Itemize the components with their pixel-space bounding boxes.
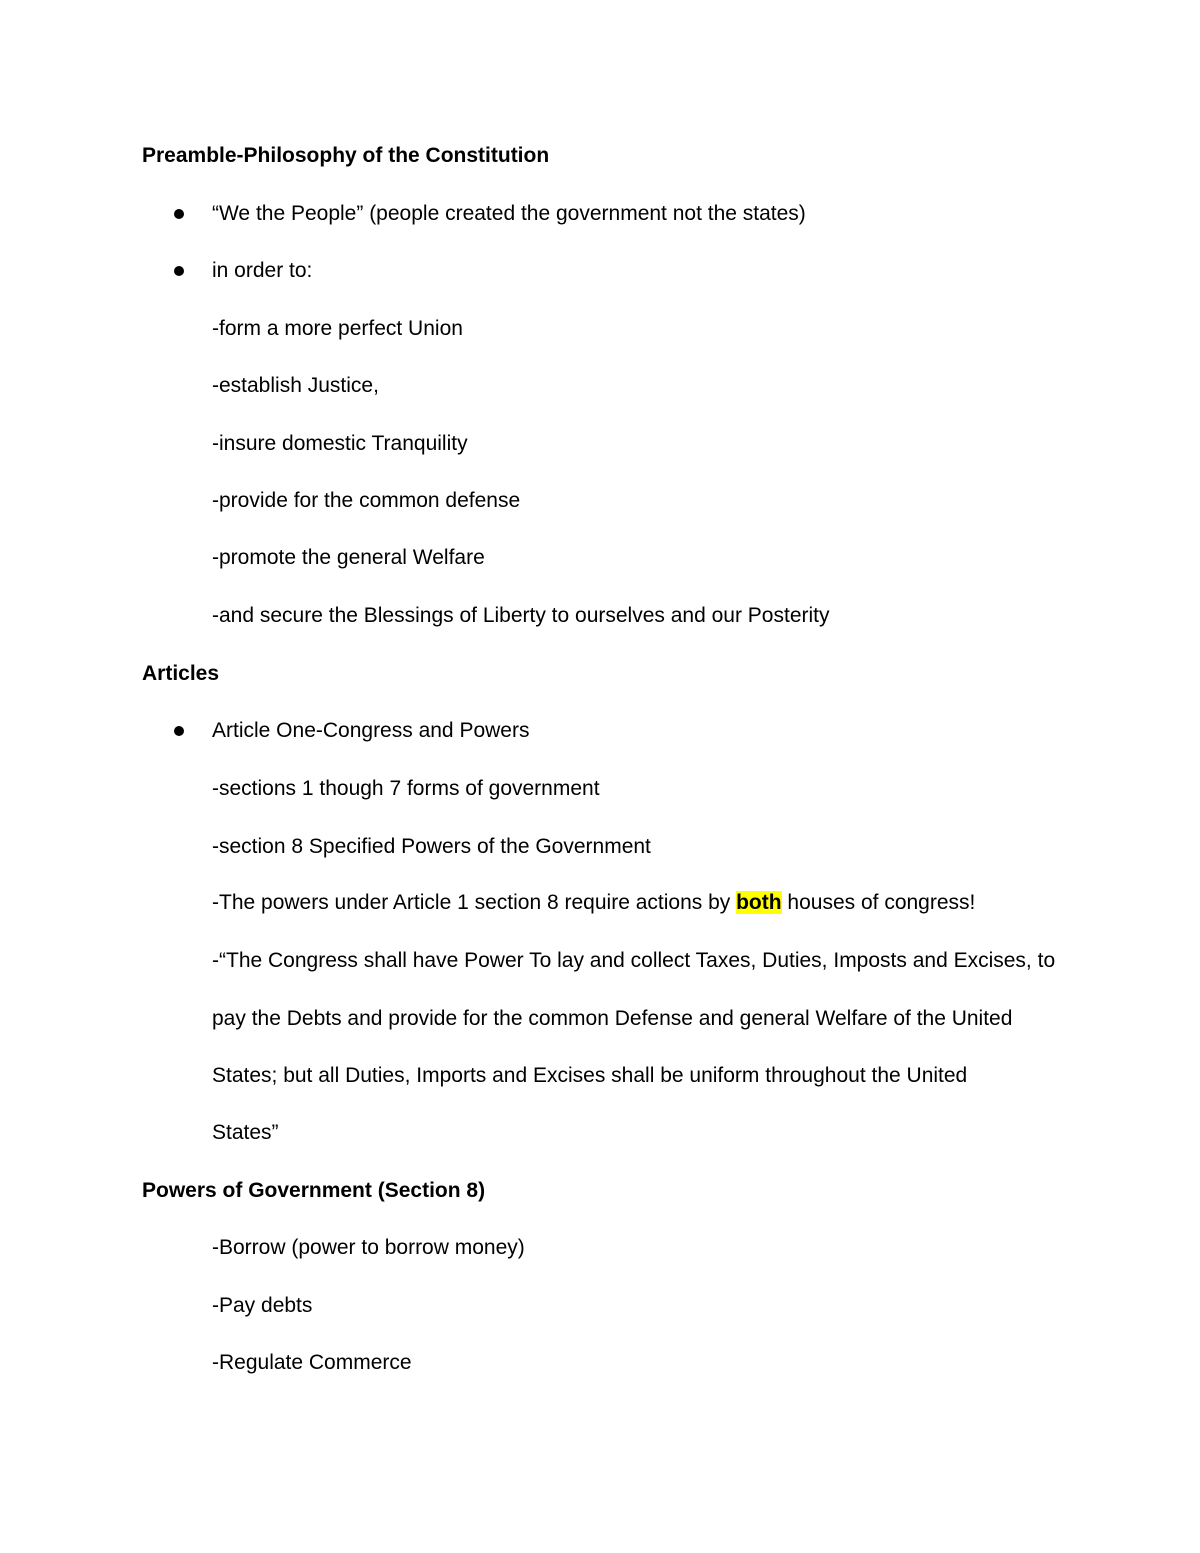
powers-item: -Regulate Commerce bbox=[212, 1351, 412, 1374]
bullet-icon bbox=[174, 726, 184, 736]
bullet-icon bbox=[174, 266, 184, 276]
quote-line: States” bbox=[212, 1121, 279, 1144]
preamble-item: -establish Justice, bbox=[212, 374, 379, 397]
powers-both-houses-line bbox=[212, 890, 975, 916]
powers-line-after: houses of congress! bbox=[781, 891, 976, 914]
heading-powers: Powers of Government (Section 8) bbox=[142, 1179, 486, 1202]
quote-line: -“The Congress shall have Power To lay and collect Taxes, Duties, Imposts and Excises, to bbox=[212, 949, 1056, 972]
powers-item: -Pay debts bbox=[212, 1294, 313, 1317]
bullet-icon bbox=[174, 209, 184, 219]
preamble-item: -form a more perfect Union bbox=[212, 317, 463, 340]
heading-articles: Articles bbox=[142, 662, 220, 685]
article-item: -sections 1 though 7 forms of government bbox=[212, 777, 600, 800]
bullet-article-one: Article One-Congress and Powers bbox=[212, 719, 530, 742]
quote-line: States; but all Duties, Imports and Excises shall be uniform throughout the United bbox=[212, 1064, 968, 1087]
preamble-item: -insure domestic Tranquility bbox=[212, 432, 468, 455]
heading-preamble: Preamble-Philosophy of the Constitution bbox=[142, 144, 550, 167]
bullet-in-order-to: in order to: bbox=[212, 259, 313, 282]
highlighted-word: both bbox=[736, 891, 782, 914]
bullet-we-the-people: “We the People” (people created the government not the states) bbox=[212, 202, 806, 225]
preamble-item: -promote the general Welfare bbox=[212, 546, 485, 569]
article-item: -section 8 Specified Powers of the Government bbox=[212, 835, 651, 858]
preamble-item: -provide for the common defense bbox=[212, 489, 521, 512]
quote-line: pay the Debts and provide for the common Defense and general Welfare of the United bbox=[212, 1007, 1013, 1030]
powers-line-before: -The powers under Article 1 section 8 require actions by bbox=[212, 891, 737, 914]
powers-item: -Borrow (power to borrow money) bbox=[212, 1236, 525, 1259]
preamble-item: -and secure the Blessings of Liberty to ourselves and our Posterity bbox=[212, 604, 830, 627]
